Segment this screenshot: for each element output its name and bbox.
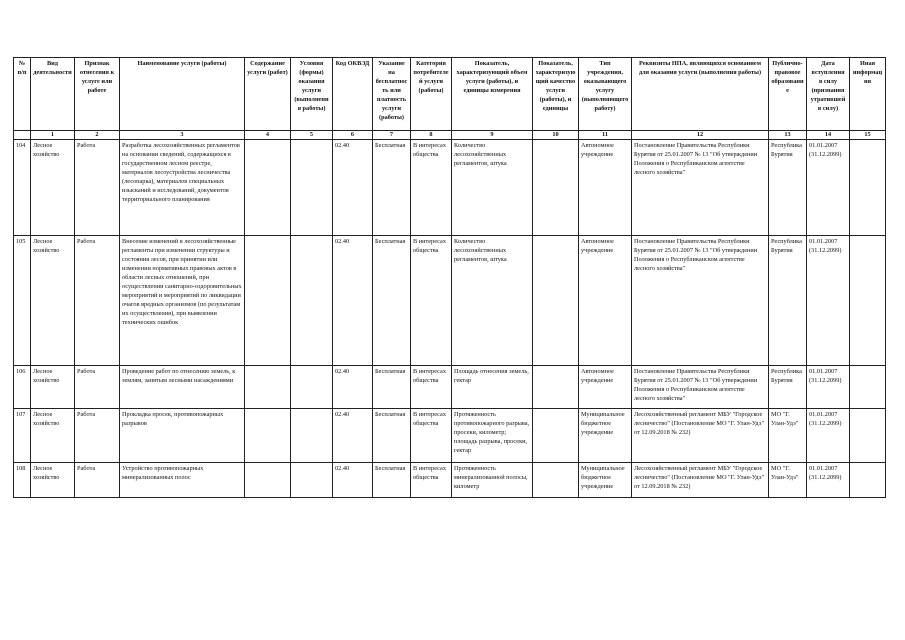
cell-name: Устройство противопожарных минерализованных полос xyxy=(120,463,245,498)
cell-quality xyxy=(533,463,579,498)
cell-other xyxy=(850,140,886,236)
column-number-cell: 9 xyxy=(452,131,533,140)
cell-npa: Лесохозяйственный регламент МБУ "Городское лесничество" (Постановление МО "Г. Улан-Удэ" от 12.09.2018 № 232) xyxy=(632,463,769,498)
cell-npa: Постановление Правительства Республики Бурятия от 25.01.2007 № 13 "Об утверждении Положения о Республиканском агентстве лесного хозяйства" xyxy=(632,366,769,409)
cell-name: Внесение изменений в лесохозяйственные регламенты при изменении структуры и состояния лесов, при принятии или изменении нормативных правовых актов в области лесных отношений, при осуществлении санитарно-оздоровительных мероприятий и мероприятий по ликвидации очагов вредных организмов (по результатам их осуществления), при выявлении технических ошибок xyxy=(120,236,245,366)
cell-quality xyxy=(533,366,579,409)
cell-other xyxy=(850,463,886,498)
cell-okved: 02.40 xyxy=(333,366,373,409)
cell-type: Муниципальное бюджетное учреждение xyxy=(579,463,632,498)
column-header: Содержание услуги (работ) xyxy=(245,58,291,131)
cell-consumers: В интересах общества xyxy=(411,409,452,463)
cell-sign: Работа xyxy=(75,366,120,409)
cell-sign: Работа xyxy=(75,236,120,366)
column-header: Дата вступления в силу (признания утратившей в силу) xyxy=(807,58,850,131)
column-number-cell xyxy=(14,131,31,140)
cell-num: 104 xyxy=(14,140,31,236)
table-header-row xyxy=(14,58,886,131)
column-header: Показатель, характеризующий объем услуги (работы), и единицы измерения xyxy=(452,58,533,131)
column-header: Тип учреждения, оказывающего услугу (выполняющего работу) xyxy=(579,58,632,131)
column-header: Указание на бесплатность или платность услуги (работы) xyxy=(373,58,411,131)
column-number-cell: 1 xyxy=(31,131,75,140)
cell-activity: Лесное хозяйство xyxy=(31,236,75,366)
cell-paid: Бесплатная xyxy=(373,409,411,463)
column-number-cell: 7 xyxy=(373,131,411,140)
services-table xyxy=(13,57,886,498)
cell-npa: Постановление Правительства Республики Бурятия от 25.01.2007 № 13 "Об утверждении Положения о Республиканском агентстве лесного хозяйства" xyxy=(632,236,769,366)
column-header: Реквизиты НПА, являющихся основанием для оказания услуги (выполнения работы) xyxy=(632,58,769,131)
column-header: Наименование услуги (работы) xyxy=(120,58,245,131)
cell-content xyxy=(245,236,291,366)
cell-type: Муниципальное бюджетное учреждение xyxy=(579,409,632,463)
cell-content xyxy=(245,409,291,463)
cell-num: 105 xyxy=(14,236,31,366)
column-number-cell: 5 xyxy=(291,131,333,140)
cell-activity: Лесное хозяйство xyxy=(31,140,75,236)
column-header: Показатель, характеризующий качество услуги (работы), и единицы xyxy=(533,58,579,131)
column-number-cell: 12 xyxy=(632,131,769,140)
cell-name: Проведение работ по отнесению земель, к землям, занятым лесными насаждениями xyxy=(120,366,245,409)
cell-consumers: В интересах общества xyxy=(411,463,452,498)
cell-conditions xyxy=(291,366,333,409)
cell-quality xyxy=(533,409,579,463)
table-body xyxy=(14,140,886,498)
cell-entity: Республика Бурятия xyxy=(769,140,807,236)
cell-content xyxy=(245,463,291,498)
table-row xyxy=(14,236,886,366)
column-number-cell: 15 xyxy=(850,131,886,140)
column-number-cell: 13 xyxy=(769,131,807,140)
column-header: Вид деятельности xyxy=(31,58,75,131)
cell-date: 01.01.2007 (31.12.2099) xyxy=(807,409,850,463)
column-number-cell: 14 xyxy=(807,131,850,140)
cell-okved: 02.40 xyxy=(333,409,373,463)
cell-name: Прокладка просек, противопожарных разрывов xyxy=(120,409,245,463)
column-number-cell: 2 xyxy=(75,131,120,140)
cell-paid: Бесплатная xyxy=(373,463,411,498)
table-row xyxy=(14,409,886,463)
cell-volume: Площадь отнесения земель, гектар xyxy=(452,366,533,409)
cell-sign: Работа xyxy=(75,409,120,463)
column-header: Публично-правовое образование xyxy=(769,58,807,131)
cell-paid: Бесплатная xyxy=(373,236,411,366)
column-number-cell: 4 xyxy=(245,131,291,140)
column-header: Условия (формы) оказания услуги (выполнения работы) xyxy=(291,58,333,131)
table-row xyxy=(14,463,886,498)
cell-activity: Лесное хозяйство xyxy=(31,463,75,498)
cell-date: 01.01.2007 (31.12.2099) xyxy=(807,140,850,236)
cell-other xyxy=(850,366,886,409)
cell-conditions xyxy=(291,236,333,366)
column-number-cell: 8 xyxy=(411,131,452,140)
cell-type: Автономное учреждение xyxy=(579,236,632,366)
cell-okved: 02.40 xyxy=(333,463,373,498)
cell-okved: 02.40 xyxy=(333,140,373,236)
table-row xyxy=(14,140,886,236)
cell-num: 107 xyxy=(14,409,31,463)
cell-conditions xyxy=(291,140,333,236)
cell-entity: Республика Бурятия xyxy=(769,366,807,409)
cell-other xyxy=(850,409,886,463)
table-row xyxy=(14,366,886,409)
column-header: Категория потребителей услуги (работы) xyxy=(411,58,452,131)
cell-other xyxy=(850,236,886,366)
cell-sign: Работа xyxy=(75,140,120,236)
document-sheet xyxy=(13,57,885,498)
cell-activity: Лесное хозяйство xyxy=(31,366,75,409)
column-number-cell: 11 xyxy=(579,131,632,140)
cell-activity: Лесное хозяйство xyxy=(31,409,75,463)
column-number-cell: 6 xyxy=(333,131,373,140)
cell-quality xyxy=(533,140,579,236)
cell-date: 01.01.2007 (31.12.2099) xyxy=(807,366,850,409)
cell-consumers: В интересах общества xyxy=(411,236,452,366)
cell-date: 01.01.2007 (31.12.2099) xyxy=(807,463,850,498)
cell-volume: Количество лесохозяйственных регламентов, штука xyxy=(452,236,533,366)
column-header: Иная информация xyxy=(850,58,886,131)
cell-date: 01.01.2007 (31.12.2099) xyxy=(807,236,850,366)
column-numbers-row xyxy=(14,131,886,140)
cell-npa: Постановление Правительства Республики Бурятия от 25.01.2007 № 13 "Об утверждении Положения о Республиканском агентстве лесного хозяйства" xyxy=(632,140,769,236)
cell-num: 108 xyxy=(14,463,31,498)
cell-paid: Бесплатная xyxy=(373,366,411,409)
cell-sign: Работа xyxy=(75,463,120,498)
cell-consumers: В интересах общества xyxy=(411,366,452,409)
cell-entity: МО "Г. Улан-Удэ" xyxy=(769,463,807,498)
cell-content xyxy=(245,140,291,236)
cell-consumers: В интересах общества xyxy=(411,140,452,236)
cell-okved: 02.40 xyxy=(333,236,373,366)
cell-npa: Лесохозяйственный регламент МБУ "Городское лесничество" (Постановление МО "Г. Улан-Удэ" от 12.09.2018 № 232) xyxy=(632,409,769,463)
cell-name: Разработка лесохозяйственных регламентов на основании сведений, содержащихся в государственном лесном реестре, материалов лесоустройства лесничества (лесопарка), материалов специальных изысканий и исследований, документов территориального планирования xyxy=(120,140,245,236)
column-header: Признак отнесения к услуге или работе xyxy=(75,58,120,131)
cell-conditions xyxy=(291,409,333,463)
cell-type: Автономное учреждение xyxy=(579,140,632,236)
cell-content xyxy=(245,366,291,409)
cell-volume: Количество лесохозяйственных регламентов, штука xyxy=(452,140,533,236)
cell-volume: Протяженность противопожарного разрыва, просеки, километр; площадь разрыва, просеки, гектар xyxy=(452,409,533,463)
column-number-cell: 10 xyxy=(533,131,579,140)
cell-quality xyxy=(533,236,579,366)
cell-entity: МО "Г. Улан-Удэ" xyxy=(769,409,807,463)
cell-paid: Бесплатная xyxy=(373,140,411,236)
cell-conditions xyxy=(291,463,333,498)
cell-num: 106 xyxy=(14,366,31,409)
column-header: № п/п xyxy=(14,58,31,131)
cell-volume: Протяженность минерализованной полосы, километр xyxy=(452,463,533,498)
cell-entity: Республика Бурятия xyxy=(769,236,807,366)
cell-type: Автономное учреждение xyxy=(579,366,632,409)
column-number-cell: 3 xyxy=(120,131,245,140)
column-header: Код ОКВЭД xyxy=(333,58,373,131)
